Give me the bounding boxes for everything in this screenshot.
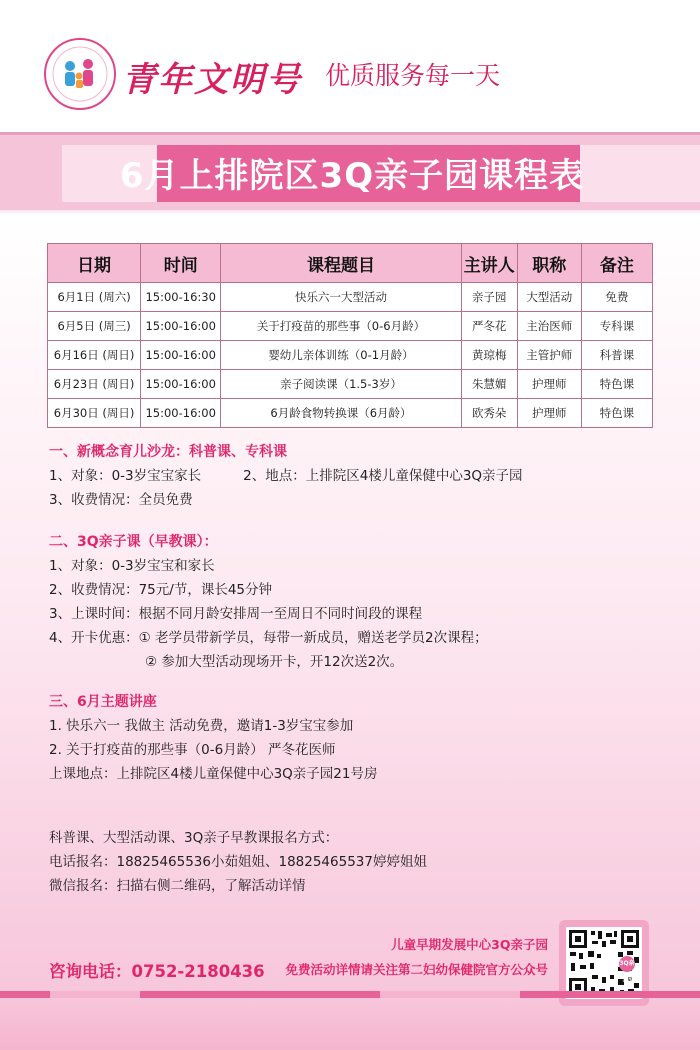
- footer-stripe: [380, 991, 520, 998]
- cell-job-title: 主管护师: [517, 341, 581, 370]
- signup-phone: 电话报名：18825465536小茹姐姐、18825465537婷婷姐姐: [49, 854, 427, 870]
- signup-wechat: 微信报名：扫描右侧二维码，了解活动详情: [49, 878, 306, 894]
- cell-time: 15:00-16:00: [141, 399, 221, 428]
- class-fee: 2、收费情况：75元/节，课长45分钟: [49, 582, 272, 598]
- footer-stripe: [520, 991, 700, 998]
- section-3q-class: [49, 530, 669, 674]
- cell-date: 6月16日 (周日): [48, 341, 141, 370]
- section-lectures-title: 三、6月主题讲座: [49, 694, 157, 710]
- lecture-location: 上课地点：上排院区4楼儿童保健中心3Q亲子园21号房: [49, 766, 378, 782]
- cell-topic: 6月龄食物转换课（6月龄）: [221, 399, 461, 428]
- cell-remark: 特色课: [581, 370, 652, 399]
- section-salon-title: 一、新概念育儿沙龙：科普课、专科课: [49, 444, 287, 460]
- cell-date: 6月23日 (周日): [48, 370, 141, 399]
- section-3q-title: 二、3Q亲子课（早教课）：: [49, 534, 218, 550]
- cell-remark: 专科课: [581, 312, 652, 341]
- cell-topic: 关于打疫苗的那些事（0-6月龄）: [221, 312, 461, 341]
- footer-org: 儿童早期发展中心3Q亲子园: [391, 937, 548, 952]
- salon-audience: 1、对象：0-3岁宝宝家长: [49, 468, 202, 484]
- cell-remark: 免费: [581, 283, 652, 312]
- cell-date: 6月5日 (周三): [48, 312, 141, 341]
- cell-job-title: 护理师: [517, 399, 581, 428]
- cell-job-title: 主治医师: [517, 312, 581, 341]
- header-time: 时间: [141, 244, 221, 283]
- page-title: 6月上排院区3Q亲子园课程表: [119, 156, 585, 196]
- class-offer-2: ② 参加大型活动现场开卡，开12次送2次。: [145, 654, 404, 670]
- class-time: 3、上课时间：根据不同月龄安排周一至周日不同时间段的课程: [49, 606, 423, 622]
- header-topic: 课程题目: [221, 244, 461, 283]
- footer-stripe: [50, 991, 140, 998]
- lecture-2: 2. 关于打疫苗的那些事（0-6月龄） 严冬花医师: [49, 742, 336, 758]
- cell-speaker: 欧秀朵: [461, 399, 517, 428]
- section-signup: [49, 826, 669, 898]
- class-audience: 1、对象：0-3岁宝宝和家长: [49, 558, 215, 574]
- footer-note: 免费活动详情请关注第二妇幼保健院官方公众号: [285, 962, 548, 977]
- table-row: [48, 370, 653, 399]
- brand-name: 青年文明号: [122, 60, 302, 100]
- schedule-table: [47, 243, 653, 428]
- header-remark: 备注: [581, 244, 652, 283]
- qr-badge: 3Q亲子园: [619, 956, 635, 972]
- cell-date: 6月1日 (周六): [48, 283, 141, 312]
- lecture-1: 1. 快乐六一 我做主 活动免费，邀请1-3岁宝宝参加: [49, 718, 354, 734]
- header-speaker: 主讲人: [461, 244, 517, 283]
- cell-date: 6月30日 (周日): [48, 399, 141, 428]
- table-row: [48, 312, 653, 341]
- table-row: [48, 341, 653, 370]
- salon-location: 2、地点：上排院区4楼儿童保健中心3Q亲子园: [243, 468, 523, 484]
- salon-fee: 3、收费情况：全员免费: [49, 492, 193, 508]
- section-salon: [49, 440, 669, 512]
- table-row: [48, 399, 653, 428]
- section-salon-line: [49, 464, 669, 488]
- cell-speaker: 黄琼梅: [461, 341, 517, 370]
- cell-topic: 亲子阅读课（1.5-3岁）: [221, 370, 461, 399]
- table-row: [48, 283, 653, 312]
- header-job-title: 职称: [517, 244, 581, 283]
- cell-speaker: 严冬花: [461, 312, 517, 341]
- cell-time: 15:00-16:00: [141, 341, 221, 370]
- signup-intro: 科普课、大型活动课、3Q亲子早教课报名方式：: [49, 830, 339, 846]
- footer-stripe: [0, 991, 50, 998]
- section-lectures: [49, 690, 669, 786]
- footer-stripe: [140, 991, 380, 998]
- cell-time: 15:00-16:00: [141, 370, 221, 399]
- hospital-logo: [44, 38, 116, 110]
- cell-topic: 快乐六一大型活动: [221, 283, 461, 312]
- header-date: 日期: [48, 244, 141, 283]
- cell-topic: 婴幼儿亲体训练（0-1月龄）: [221, 341, 461, 370]
- cell-speaker: 亲子园: [461, 283, 517, 312]
- cell-time: 15:00-16:00: [141, 312, 221, 341]
- class-offer-1: 4、开卡优惠：① 老学员带新学员，每带一新成员，赠送老学员2次课程；: [49, 630, 488, 646]
- slogan: 优质服务每一天: [325, 61, 501, 90]
- cell-remark: 特色课: [581, 399, 652, 428]
- cell-speaker: 朱慧媚: [461, 370, 517, 399]
- table-header-row: [48, 244, 653, 283]
- cell-time: 15:00-16:30: [141, 283, 221, 312]
- hotline: 咨询电话：0752-2180436: [49, 962, 265, 981]
- cell-job-title: 大型活动: [517, 283, 581, 312]
- cell-remark: 科普课: [581, 341, 652, 370]
- cell-job-title: 护理师: [517, 370, 581, 399]
